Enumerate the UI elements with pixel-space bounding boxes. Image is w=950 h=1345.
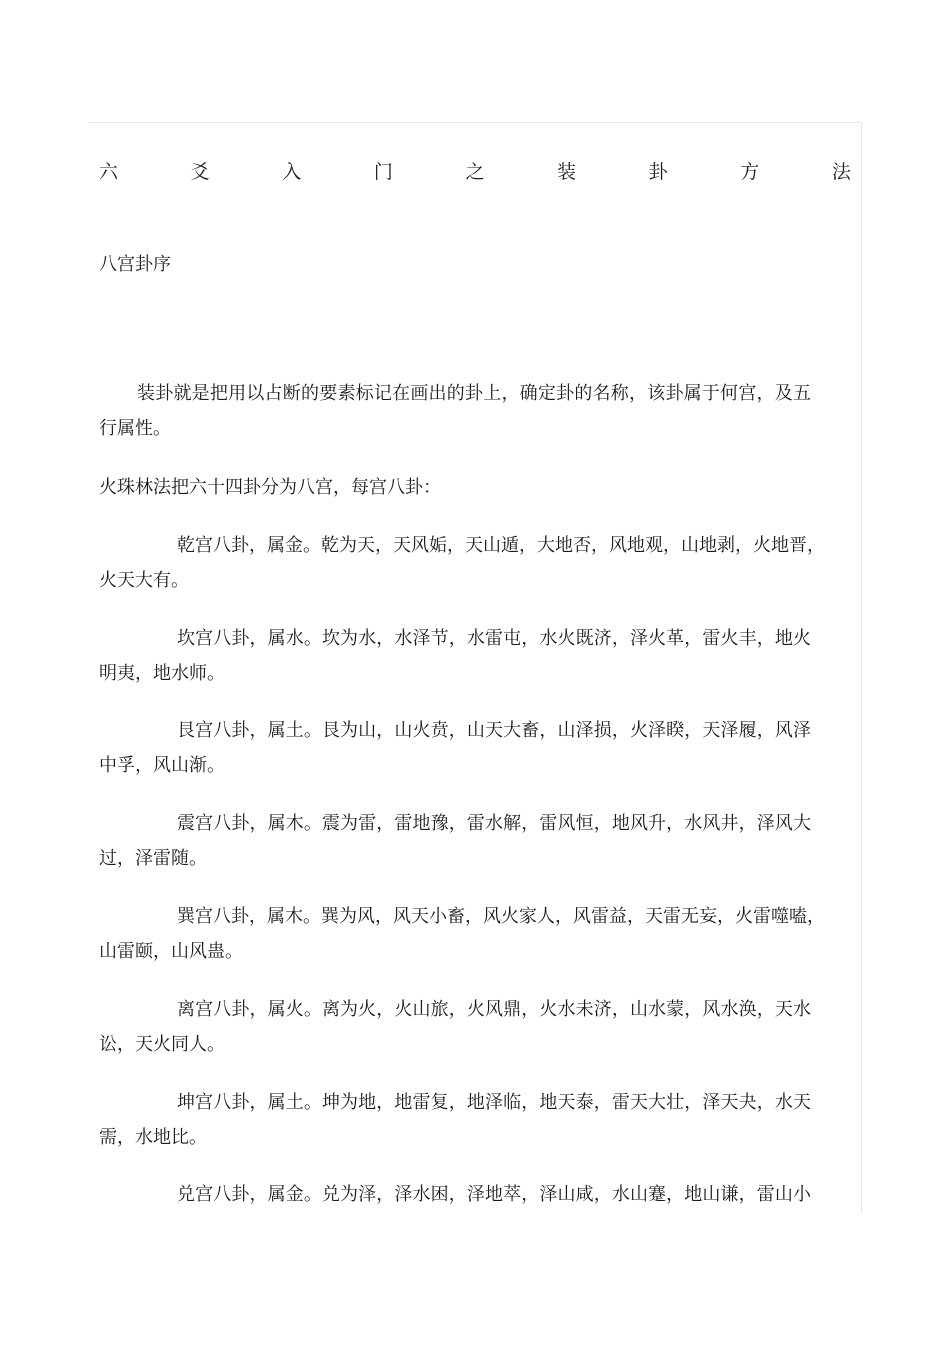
document-title	[99, 159, 851, 185]
palace-line-1: 离宫八卦，属火。离为火，火山旅，火风鼎，火水未济，山水蒙，风水涣，天水	[177, 999, 811, 1020]
palace-line-1: 坤宫八卦，属土。坤为地，地雷复，地泽临，地天泰，雷天大壮，泽天夬，水天	[177, 1092, 811, 1113]
intro-line-1: 装卦就是把用以占断的要素标记在画出的卦上，确定卦的名称，该卦属于何宫，及五	[137, 383, 811, 404]
title-character: 入	[282, 161, 302, 183]
page-frame-right-border	[861, 122, 862, 1214]
intro-paragraph	[99, 376, 811, 446]
palace-paragraph-qian	[99, 528, 825, 598]
palace-paragraph-gen	[99, 713, 811, 783]
title-character: 六	[99, 161, 119, 183]
title-character: 装	[557, 161, 577, 183]
palace-paragraph-kan	[99, 621, 811, 691]
title-character: 门	[373, 161, 393, 183]
palace-line-2: 中孚，风山渐。	[99, 755, 225, 776]
title-character: 法	[831, 161, 851, 183]
palace-line-1: 艮宫八卦，属土。艮为山，山火贲，山天大畜，山泽损，火泽睽，天泽履，风泽	[177, 720, 811, 741]
title-character: 爻	[190, 161, 210, 183]
palace-line-1: 兑宫八卦，属金。兑为泽，泽水困，泽地萃，泽山咸，水山蹇，地山谦，雷山小	[177, 1184, 811, 1205]
palace-line-2: 过，泽雷随。	[99, 848, 207, 869]
palace-line-1: 震宫八卦，属木。震为雷，雷地豫，雷水解，雷风恒，地风升，水风井，泽风大	[177, 813, 811, 834]
document-subtitle: 八宫卦序	[99, 254, 171, 275]
palace-paragraph-dui	[99, 1177, 811, 1212]
lead-paragraph: 火珠林法把六十四卦分为八宫，每宫八卦：	[99, 477, 441, 498]
title-character: 卦	[648, 161, 668, 183]
palace-line-2: 火天大有。	[99, 570, 189, 591]
palace-line-2: 明夷，地水师。	[99, 663, 225, 684]
palace-paragraph-zhen	[99, 806, 811, 876]
palace-line-1: 乾宫八卦，属金。乾为天，天风姤，天山遁，大地否，风地观，山地剥，火地晋，	[177, 535, 825, 556]
palace-paragraph-li	[99, 992, 811, 1062]
intro-line-2: 行属性。	[99, 418, 171, 439]
palace-line-2: 讼，天火同人。	[99, 1034, 225, 1055]
palace-paragraph-kun	[99, 1085, 811, 1155]
palace-paragraph-xun	[99, 899, 825, 969]
palace-line-1: 巽宫八卦，属木。巽为风，风天小畜，风火家人，风雷益，天雷无妄，火雷噬嗑，	[177, 906, 825, 927]
palace-line-1: 坎宫八卦，属水。坎为水，水泽节，水雷屯，水火既济，泽火革，雷火丰，地火	[177, 628, 811, 649]
palace-line-2: 需，水地比。	[99, 1127, 207, 1148]
page-frame-top-border	[88, 122, 862, 123]
title-character: 之	[465, 161, 485, 183]
title-character: 方	[740, 161, 760, 183]
palace-line-2: 山雷颐，山风蛊。	[99, 941, 243, 962]
